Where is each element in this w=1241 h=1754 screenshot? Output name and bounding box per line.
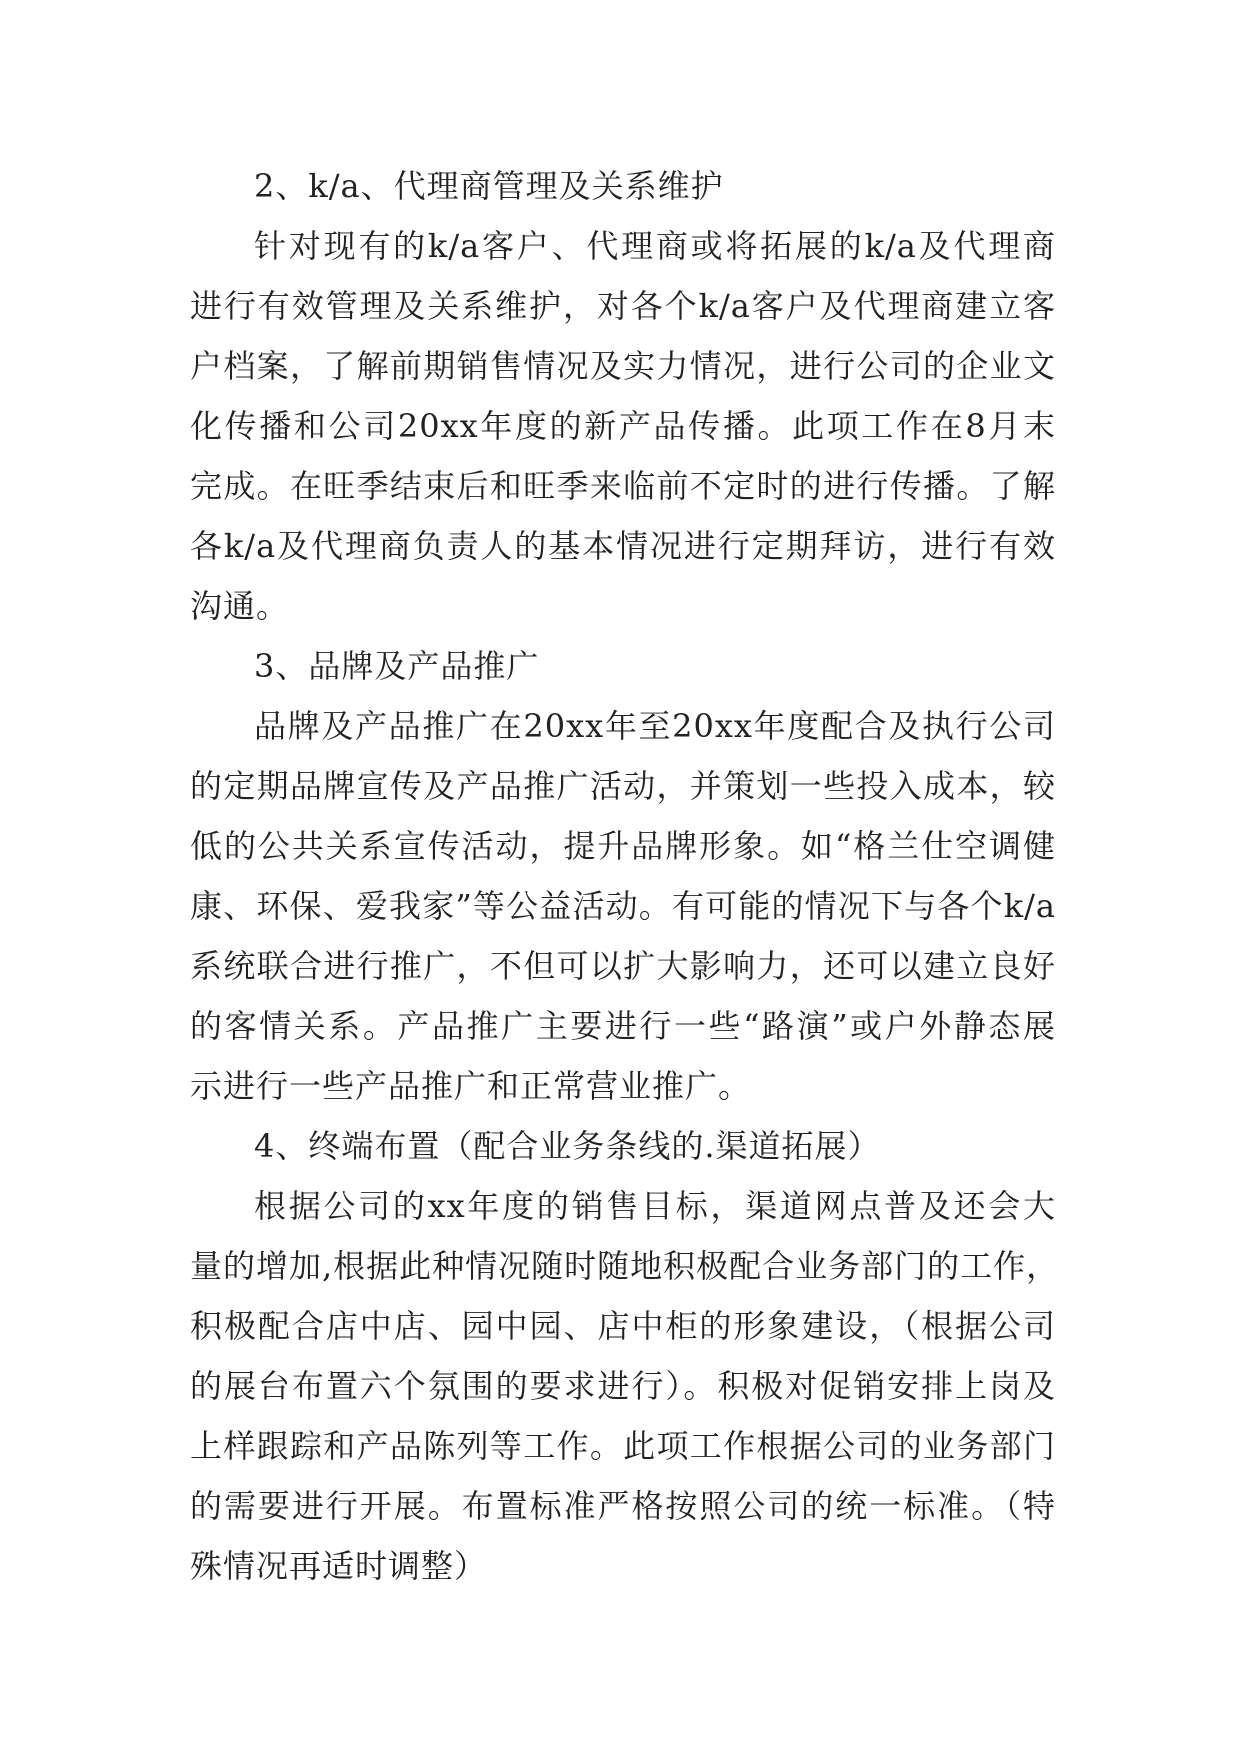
paragraph-line: 示进行一些产品推广和正常营业推广。 — [190, 1067, 752, 1105]
paragraph-line: 系统联合进行推广，不但可以扩大影响力，还可以建立良好 — [190, 947, 1056, 985]
paragraph-line: 低的公共关系宣传活动，提升品牌形象。如“格兰仕空调健 — [190, 827, 1056, 865]
paragraph-line: 的定期品牌宣传及产品推广活动，并策划一些投入成本，较 — [190, 767, 1056, 805]
paragraph-line: 殊情况再适时调整） — [190, 1547, 488, 1585]
section-terminal-layout — [190, 1116, 1060, 1596]
paragraph-line: 积极配合店中店、园中园、店中柜的形象建设，（根据公司 — [190, 1307, 1056, 1345]
section-ka-agent-management — [190, 156, 1056, 636]
paragraph-line: 量的增加,根据此种情况随时随地积极配合业务部门的工作， — [190, 1247, 1060, 1285]
section-heading: 2、k/a、代理商管理及关系维护 — [254, 167, 724, 205]
paragraph-line: 进行有效管理及关系维护，对各个k/a客户及代理商建立客 — [190, 287, 1056, 325]
paragraph-line: 康、环保、爱我家”等公益活动。有可能的情况下与各个k/a — [190, 887, 1056, 925]
paragraph-line: 沟通。 — [190, 587, 290, 625]
paragraph-line: 针对现有的k/a客户、代理商或将拓展的k/a及代理商 — [254, 227, 1056, 265]
paragraph-line: 根据公司的xx年度的销售目标，渠道网点普及还会大 — [254, 1187, 1056, 1225]
paragraph-line: 的客情关系。产品推广主要进行一些“路演”或户外静态展 — [190, 1007, 1056, 1045]
document-body — [190, 156, 1060, 1596]
section-heading: 4、终端布置（配合业务条线的.渠道拓展） — [254, 1127, 881, 1165]
paragraph-line: 化传播和公司20xx年度的新产品传播。此项工作在8月末 — [190, 407, 1056, 445]
paragraph-line: 品牌及产品推广在20xx年至20xx年度配合及执行公司 — [254, 707, 1056, 745]
paragraph-line: 户档案，了解前期销售情况及实力情况，进行公司的企业文 — [190, 347, 1056, 385]
paragraph-line: 上样跟踪和产品陈列等工作。此项工作根据公司的业务部门 — [190, 1427, 1056, 1465]
section-brand-promotion — [190, 636, 1056, 1116]
paragraph-line: 的需要进行开展。布置标准严格按照公司的统一标准。（特 — [190, 1487, 1056, 1525]
paragraph-line: 的展台布置六个氛围的要求进行）。积极对促销安排上岗及 — [190, 1367, 1056, 1405]
section-heading: 3、品牌及产品推广 — [254, 647, 540, 685]
paragraph-line: 完成。在旺季结束后和旺季来临前不定时的进行传播。了解 — [190, 467, 1056, 505]
paragraph-line: 各k/a及代理商负责人的基本情况进行定期拜访，进行有效 — [190, 527, 1056, 565]
